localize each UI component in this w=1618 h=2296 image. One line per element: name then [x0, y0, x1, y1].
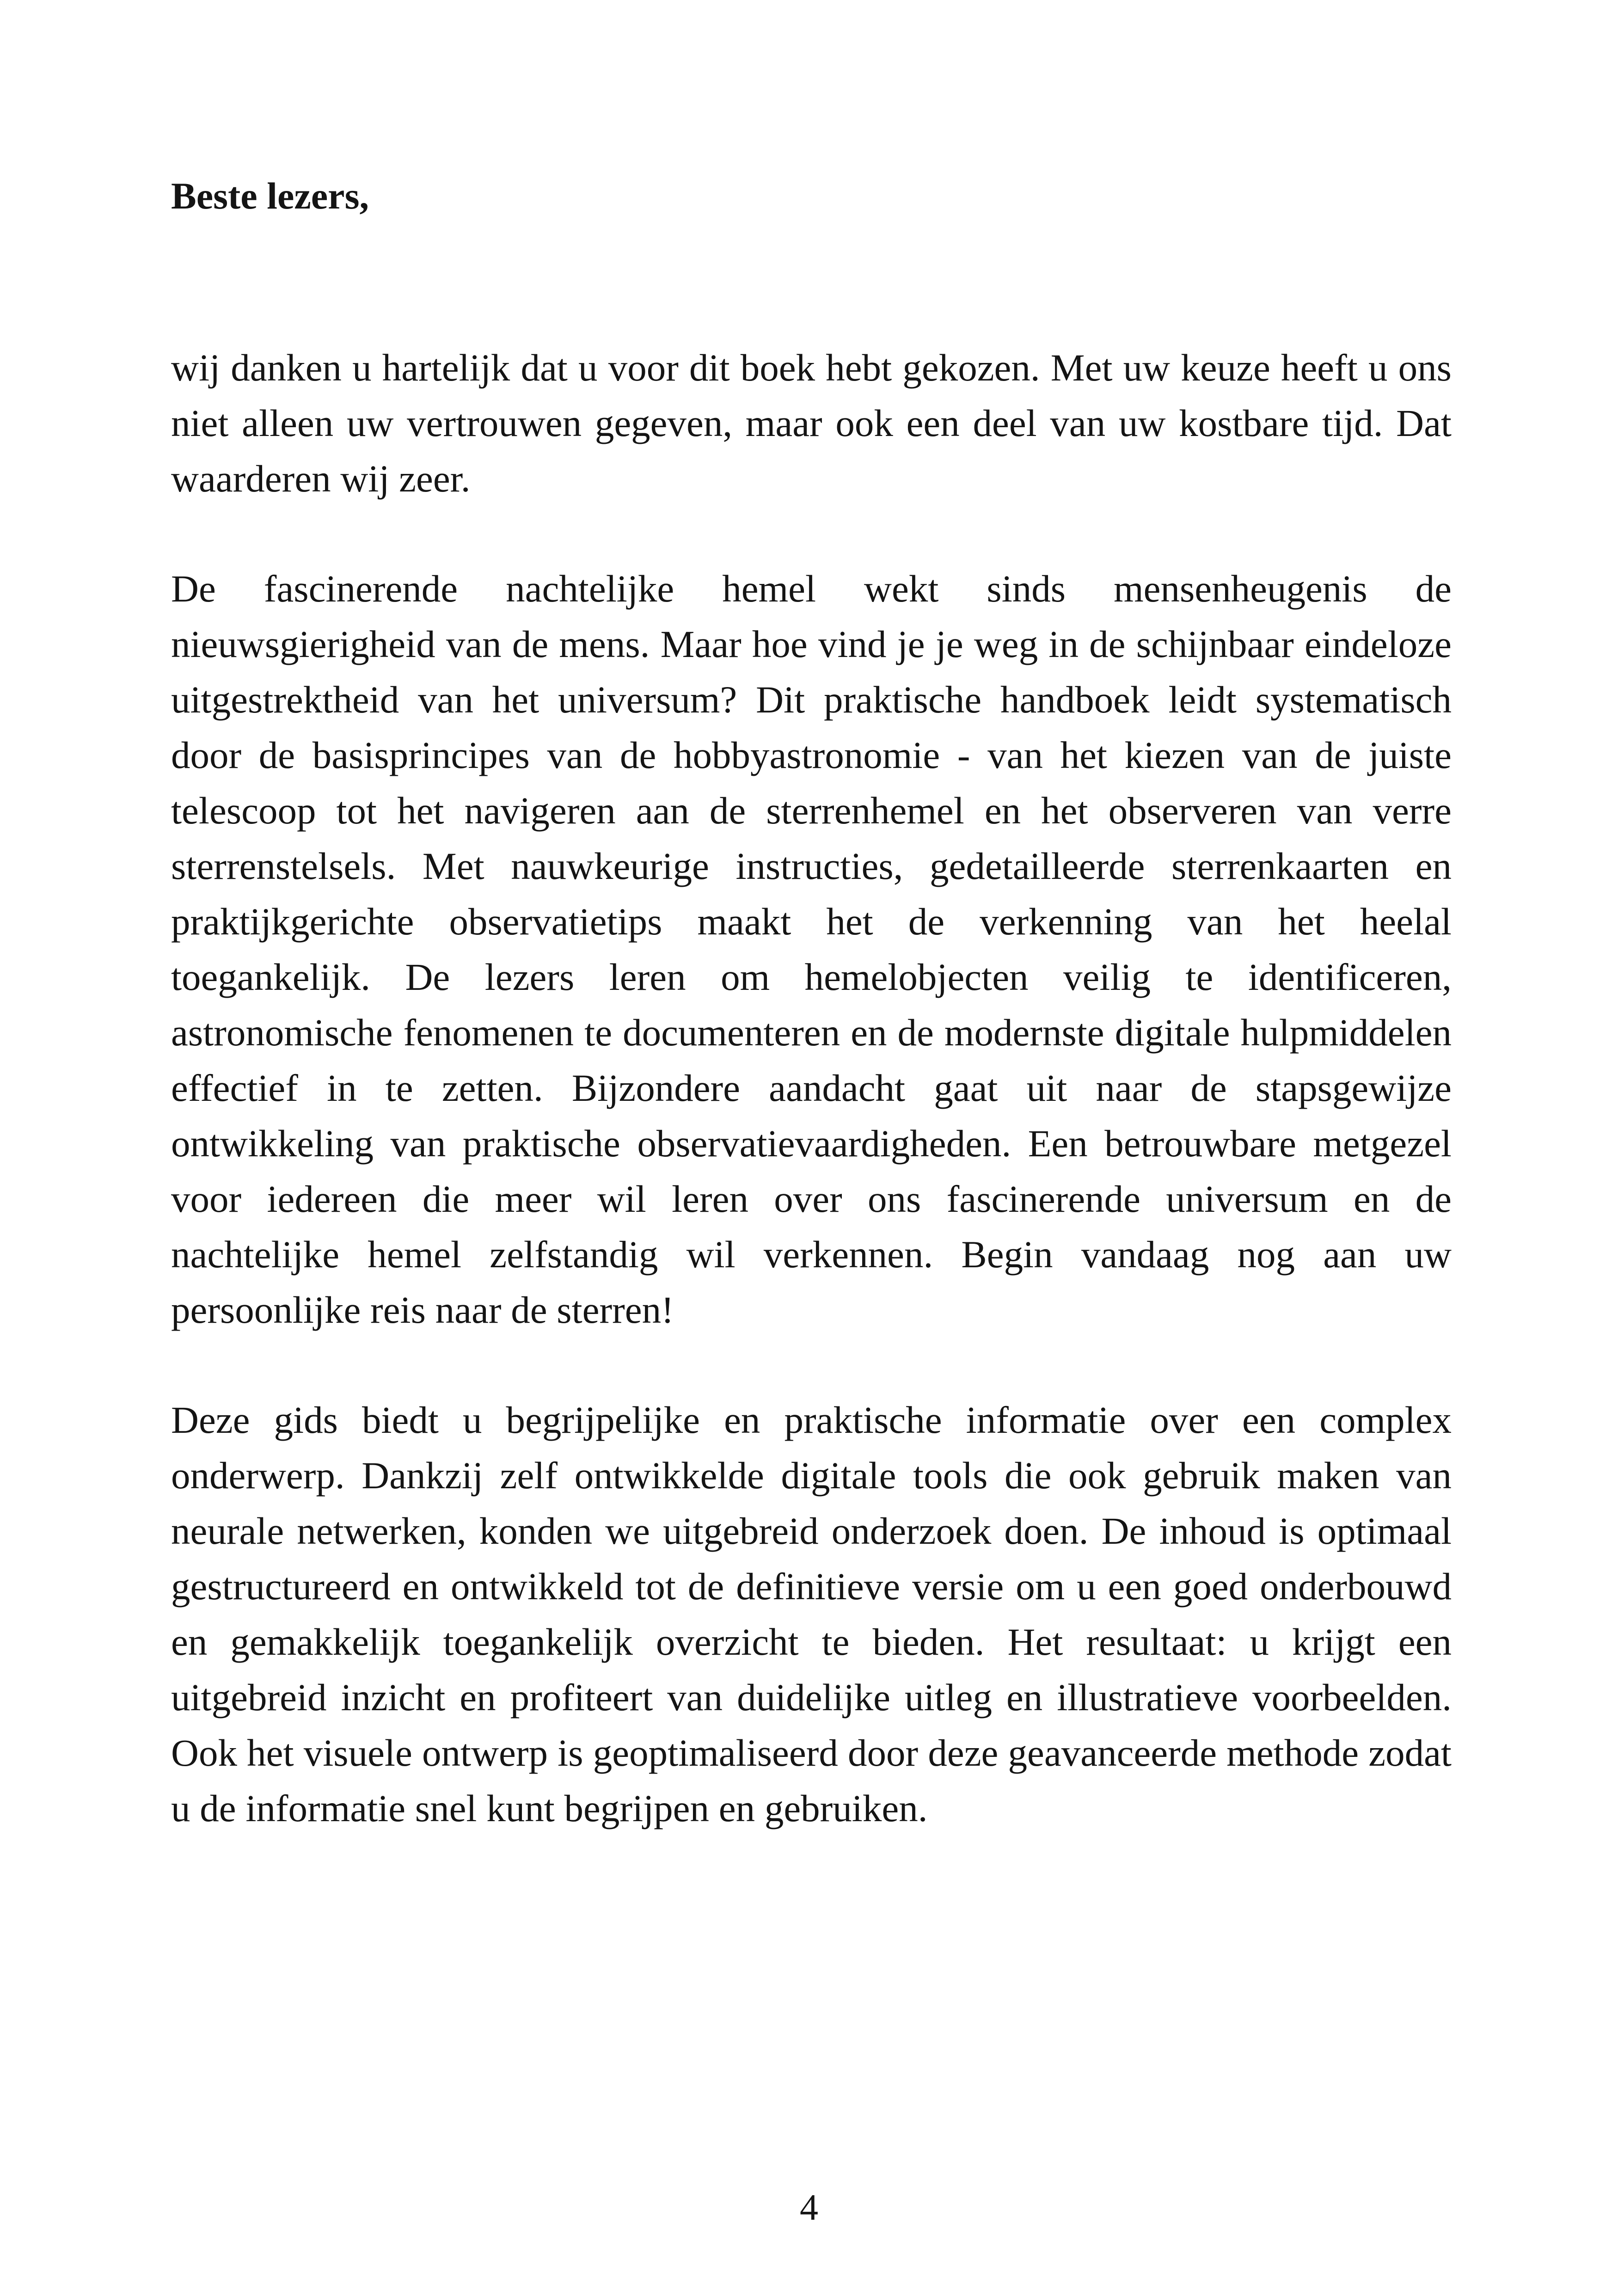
paragraph-guide-info: Deze gids biedt u begrijpelijke en praktische informatie over een complex onderwerp. Dankzij zelf ontwikkelde digitale tools die ook gebruik maken van neurale netwerken, konden we uitgebreid onderzoek doen. De inhoud is optimaal gestructureerd en ontwikkeld tot de definitieve versie om u een goed onderbouwd en gemakkelijk toegankelijk overzicht te bieden. Het resultaat: u krijgt een uitgebreid inzicht en profiteert van duidelijke uitleg en illustratieve voorbeelden. Ook het visuele ontwerp is geoptimaliseerd door deze geavanceerde methode zodat u de informatie snel kunt begrijpen en gebruiken. [171, 1399, 1452, 1829]
paragraph-book-description: De fascinerende nachtelijke hemel wekt sinds mensenheugenis de nieuwsgierigheid van de mens. Maar hoe vind je je weg in de schijnbaar eindeloze uitgestrektheid van het universum? Dit praktische handboek leidt systematisch door de basisprincipes van de hobbyastronomie - van het kiezen van de juiste telescoop tot het navigeren aan de sterrenhemel en het observeren van verre sterrenstelsels. Met nauwkeurige instructies, gedetailleerde sterrenkaarten en praktijkgerichte observatietips maakt het de verkenning van het heelal toegankelijk. De lezers leren om hemelobjecten veilig te identificeren, astronomische fenomenen te documenteren en de modernste digitale hulpmiddelen effectief in te zetten. Bijzondere aandacht gaat uit naar de stapsgewijze ontwikkeling van praktische observatievaardigheden. Een betrouwbare metgezel voor iedereen die meer wil leren over ons fascinerende universum en de nachtelijke hemel zelfstandig wil verkennen. Begin vandaag nog aan uw persoonlijke reis naar de sterren! [171, 567, 1452, 1331]
letter-body [171, 340, 1452, 1891]
paragraph-thanks: wij danken u hartelijk dat u voor dit boek hebt gekozen. Met uw keuze heeft u ons niet alleen uw vertrouwen gegeven, maar ook een deel van uw kostbare tijd. Dat waarderen wij zeer. [171, 346, 1452, 500]
salutation-heading: Beste lezers, [171, 175, 369, 217]
page-number: 4 [800, 2187, 818, 2228]
